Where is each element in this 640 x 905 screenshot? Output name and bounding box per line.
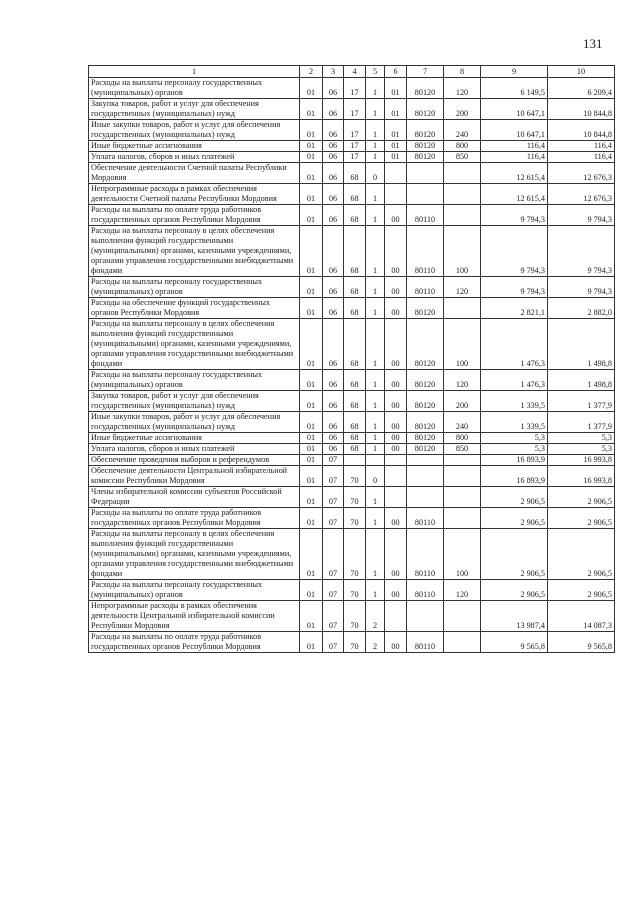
- program-code: [344, 455, 366, 466]
- section-code: 01: [300, 455, 323, 466]
- program-code: 17: [344, 120, 366, 141]
- amount-year-1: 10 647,1: [481, 99, 548, 120]
- direction-code: 80120: [407, 391, 444, 412]
- section-code: 01: [300, 508, 323, 529]
- table-row: [89, 370, 615, 391]
- expense-type-code: 120: [444, 370, 481, 391]
- table-row: [89, 455, 615, 466]
- header-cell: 9: [481, 66, 548, 78]
- subprogram-code: 1: [366, 205, 385, 226]
- subprogram-code: 1: [366, 370, 385, 391]
- section-code: 01: [300, 152, 323, 163]
- section-code: 01: [300, 529, 323, 580]
- event-code: 00: [385, 580, 407, 601]
- table-row: [89, 277, 615, 298]
- amount-year-2: 116,4: [548, 152, 615, 163]
- event-code: [385, 466, 407, 487]
- table-row: [89, 601, 615, 632]
- event-code: 01: [385, 78, 407, 99]
- amount-year-1: 2 906,5: [481, 508, 548, 529]
- budget-table: [88, 65, 615, 653]
- program-code: 68: [344, 370, 366, 391]
- section-code: 01: [300, 205, 323, 226]
- amount-year-2: 2 882,0: [548, 298, 615, 319]
- event-code: 00: [385, 277, 407, 298]
- direction-code: 80120: [407, 141, 444, 152]
- row-name: Расходы на выплаты персоналу государственных (муниципальных) органов: [89, 78, 300, 99]
- program-code: 17: [344, 78, 366, 99]
- amount-year-1: 13 987,4: [481, 601, 548, 632]
- table-row: [89, 580, 615, 601]
- amount-year-1: 9 794,3: [481, 277, 548, 298]
- row-name: Закупка товаров, работ и услуг для обеспечения государственных (муниципальных) нужд: [89, 391, 300, 412]
- amount-year-2: 9 794,3: [548, 277, 615, 298]
- subprogram-code: 1: [366, 184, 385, 205]
- amount-year-2: 10 844,8: [548, 99, 615, 120]
- subprogram-code: 1: [366, 99, 385, 120]
- subsection-code: 06: [323, 370, 344, 391]
- amount-year-2: 12 676,3: [548, 184, 615, 205]
- row-name: Расходы на выплаты персоналу государственных (муниципальных) органов: [89, 370, 300, 391]
- section-code: 01: [300, 226, 323, 277]
- amount-year-1: 1 339,5: [481, 391, 548, 412]
- event-code: [385, 163, 407, 184]
- direction-code: [407, 601, 444, 632]
- event-code: 01: [385, 120, 407, 141]
- event-code: 00: [385, 508, 407, 529]
- subprogram-code: 1: [366, 391, 385, 412]
- subsection-code: 06: [323, 433, 344, 444]
- program-code: 17: [344, 99, 366, 120]
- subsection-code: 06: [323, 120, 344, 141]
- expense-type-code: 120: [444, 580, 481, 601]
- row-name: Уплата налогов, сборов и иных платежей: [89, 444, 300, 455]
- amount-year-1: 12 615,4: [481, 184, 548, 205]
- subsection-code: 07: [323, 508, 344, 529]
- amount-year-1: 116,4: [481, 152, 548, 163]
- table-row: [89, 632, 615, 653]
- section-code: 01: [300, 99, 323, 120]
- subprogram-code: 1: [366, 120, 385, 141]
- program-code: 68: [344, 444, 366, 455]
- amount-year-1: 9 565,8: [481, 632, 548, 653]
- direction-code: [407, 184, 444, 205]
- table-row: [89, 141, 615, 152]
- program-code: 70: [344, 466, 366, 487]
- amount-year-2: 2 906,5: [548, 508, 615, 529]
- amount-year-2: 9 565,8: [548, 632, 615, 653]
- subprogram-code: 1: [366, 487, 385, 508]
- amount-year-1: 2 906,5: [481, 580, 548, 601]
- event-code: [385, 184, 407, 205]
- subsection-code: 07: [323, 580, 344, 601]
- row-name: Расходы на выплаты персоналу в целях обеспечения выполнения функций государственными (муниципальными) органами, казенными учреждениями, органами управления государственными внебюджетными фондами: [89, 319, 300, 370]
- program-code: 68: [344, 184, 366, 205]
- subsection-code: 07: [323, 632, 344, 653]
- amount-year-2: 9 794,3: [548, 226, 615, 277]
- direction-code: 80120: [407, 319, 444, 370]
- program-code: 68: [344, 226, 366, 277]
- direction-code: 80110: [407, 580, 444, 601]
- direction-code: 80110: [407, 508, 444, 529]
- subprogram-code: 1: [366, 226, 385, 277]
- row-name: Обеспечение проведения выборов и референдумов: [89, 455, 300, 466]
- subprogram-code: 0: [366, 466, 385, 487]
- table-row: [89, 163, 615, 184]
- subprogram-code: 1: [366, 319, 385, 370]
- direction-code: 80120: [407, 99, 444, 120]
- row-name: Члены избирательной комиссии субъектов Российской Федерации: [89, 487, 300, 508]
- event-code: 00: [385, 412, 407, 433]
- program-code: 17: [344, 141, 366, 152]
- direction-code: 80110: [407, 226, 444, 277]
- direction-code: [407, 487, 444, 508]
- table-row: [89, 529, 615, 580]
- subsection-code: 06: [323, 277, 344, 298]
- amount-year-2: 116,4: [548, 141, 615, 152]
- amount-year-1: 2 821,1: [481, 298, 548, 319]
- event-code: 00: [385, 226, 407, 277]
- table-body: [89, 78, 615, 653]
- row-name: Обеспечение деятельности Центральной избирательной комиссии Республики Мордовия: [89, 466, 300, 487]
- header-cell: 10: [548, 66, 615, 78]
- section-code: 01: [300, 412, 323, 433]
- program-code: 70: [344, 601, 366, 632]
- amount-year-1: 9 794,3: [481, 226, 548, 277]
- subprogram-code: 1: [366, 141, 385, 152]
- table-row: [89, 319, 615, 370]
- event-code: 01: [385, 141, 407, 152]
- section-code: 01: [300, 141, 323, 152]
- subprogram-code: 1: [366, 152, 385, 163]
- expense-type-code: [444, 163, 481, 184]
- amount-year-1: 5,3: [481, 444, 548, 455]
- subsection-code: 06: [323, 152, 344, 163]
- amount-year-2: 12 676,3: [548, 163, 615, 184]
- amount-year-2: 16 993,8: [548, 455, 615, 466]
- program-code: 68: [344, 433, 366, 444]
- row-name: Расходы на выплаты персоналу в целях обеспечения выполнения функций государственными (муниципальными) органами, казенными учреждениями, органами управления государственными внебюджетными фондами: [89, 529, 300, 580]
- table-row: [89, 487, 615, 508]
- amount-year-1: 12 615,4: [481, 163, 548, 184]
- direction-code: [407, 466, 444, 487]
- row-name: Непрограммные расходы в рамках обеспечения деятельности Счетной палаты Республики Мордовия: [89, 184, 300, 205]
- header-cell: 7: [407, 66, 444, 78]
- table-row: [89, 205, 615, 226]
- amount-year-2: 10 844,8: [548, 120, 615, 141]
- amount-year-2: 9 794,3: [548, 205, 615, 226]
- row-name: Непрограммные расходы в рамках обеспечения деятельности Центральной избирательной комиссии Республики Мордовия: [89, 601, 300, 632]
- row-name: Закупка товаров, работ и услуг для обеспечения государственных (муниципальных) нужд: [89, 99, 300, 120]
- expense-type-code: 850: [444, 152, 481, 163]
- amount-year-2: 5,3: [548, 444, 615, 455]
- table-row: [89, 391, 615, 412]
- amount-year-2: 1 377,9: [548, 412, 615, 433]
- header-cell: 6: [385, 66, 407, 78]
- header-cell: 8: [444, 66, 481, 78]
- direction-code: 80110: [407, 632, 444, 653]
- direction-code: 80120: [407, 444, 444, 455]
- expense-type-code: [444, 205, 481, 226]
- direction-code: 80120: [407, 78, 444, 99]
- amount-year-2: 2 906,5: [548, 580, 615, 601]
- table-row: [89, 184, 615, 205]
- header-cell: 2: [300, 66, 323, 78]
- subprogram-code: 1: [366, 433, 385, 444]
- program-code: 68: [344, 205, 366, 226]
- program-code: 68: [344, 163, 366, 184]
- table-row: [89, 444, 615, 455]
- direction-code: 80110: [407, 205, 444, 226]
- amount-year-1: 5,3: [481, 433, 548, 444]
- header-cell: 4: [344, 66, 366, 78]
- row-name: Иные бюджетные ассигнования: [89, 433, 300, 444]
- section-code: 01: [300, 466, 323, 487]
- program-code: 70: [344, 529, 366, 580]
- amount-year-2: 14 087,3: [548, 601, 615, 632]
- section-code: 01: [300, 433, 323, 444]
- amount-year-2: 1 498,8: [548, 319, 615, 370]
- event-code: 00: [385, 632, 407, 653]
- subsection-code: 06: [323, 319, 344, 370]
- program-code: 17: [344, 152, 366, 163]
- event-code: [385, 487, 407, 508]
- row-name: Расходы на выплаты по оплате труда работников государственных органов Республики Мордовия: [89, 508, 300, 529]
- amount-year-1: 2 906,5: [481, 487, 548, 508]
- subprogram-code: 1: [366, 412, 385, 433]
- direction-code: [407, 163, 444, 184]
- event-code: 00: [385, 444, 407, 455]
- section-code: 01: [300, 277, 323, 298]
- row-name: Расходы на выплаты персоналу в целях обеспечения выполнения функций государственными (муниципальными) органами, казенными учреждениями, органами управления государственными внебюджетными фондами: [89, 226, 300, 277]
- subsection-code: 06: [323, 205, 344, 226]
- subsection-code: 07: [323, 529, 344, 580]
- section-code: 01: [300, 444, 323, 455]
- section-code: 01: [300, 78, 323, 99]
- header-cell: 1: [89, 66, 300, 78]
- table-row: [89, 226, 615, 277]
- section-code: 01: [300, 370, 323, 391]
- subsection-code: 07: [323, 487, 344, 508]
- row-name: Иные бюджетные ассигнования: [89, 141, 300, 152]
- event-code: [385, 601, 407, 632]
- program-code: 68: [344, 319, 366, 370]
- header-cell: 3: [323, 66, 344, 78]
- row-name: Уплата налогов, сборов и иных платежей: [89, 152, 300, 163]
- event-code: 00: [385, 370, 407, 391]
- subsection-code: 06: [323, 141, 344, 152]
- subprogram-code: 1: [366, 298, 385, 319]
- amount-year-1: 10 647,1: [481, 120, 548, 141]
- direction-code: 80120: [407, 298, 444, 319]
- subsection-code: 07: [323, 455, 344, 466]
- expense-type-code: 100: [444, 319, 481, 370]
- amount-year-2: 2 906,5: [548, 529, 615, 580]
- row-name: Расходы на обеспечение функций государственных органов Республики Мордовия: [89, 298, 300, 319]
- table-row: [89, 120, 615, 141]
- section-code: 01: [300, 632, 323, 653]
- subsection-code: 06: [323, 99, 344, 120]
- table-row: [89, 152, 615, 163]
- amount-year-2: 6 209,4: [548, 78, 615, 99]
- expense-type-code: 120: [444, 78, 481, 99]
- subsection-code: 06: [323, 444, 344, 455]
- amount-year-2: 2 906,5: [548, 487, 615, 508]
- expense-type-code: 100: [444, 226, 481, 277]
- amount-year-2: 1 377,9: [548, 391, 615, 412]
- amount-year-1: 2 906,5: [481, 529, 548, 580]
- row-name: Обеспечение деятельности Счетной палаты Республики Мордовия: [89, 163, 300, 184]
- expense-type-code: 200: [444, 391, 481, 412]
- subprogram-code: 2: [366, 632, 385, 653]
- section-code: 01: [300, 601, 323, 632]
- subprogram-code: 1: [366, 277, 385, 298]
- program-code: 70: [344, 632, 366, 653]
- table-header-row: [89, 66, 615, 78]
- subsection-code: 06: [323, 226, 344, 277]
- row-name: Расходы на выплаты по оплате труда работников государственных органов Республики Мордовия: [89, 205, 300, 226]
- page-number: 131: [583, 36, 603, 51]
- subsection-code: 07: [323, 601, 344, 632]
- subsection-code: 06: [323, 298, 344, 319]
- amount-year-1: 1 476,3: [481, 370, 548, 391]
- subsection-code: 07: [323, 466, 344, 487]
- program-code: 70: [344, 508, 366, 529]
- program-code: 70: [344, 487, 366, 508]
- subprogram-code: 1: [366, 580, 385, 601]
- subsection-code: 06: [323, 184, 344, 205]
- direction-code: 80120: [407, 370, 444, 391]
- expense-type-code: [444, 601, 481, 632]
- program-code: 68: [344, 391, 366, 412]
- expense-type-code: 850: [444, 444, 481, 455]
- subsection-code: 06: [323, 391, 344, 412]
- expense-type-code: [444, 298, 481, 319]
- direction-code: [407, 455, 444, 466]
- program-code: 70: [344, 580, 366, 601]
- direction-code: 80110: [407, 529, 444, 580]
- section-code: 01: [300, 580, 323, 601]
- amount-year-1: 6 149,5: [481, 78, 548, 99]
- program-code: 68: [344, 298, 366, 319]
- event-code: 01: [385, 99, 407, 120]
- event-code: [385, 455, 407, 466]
- amount-year-2: 5,3: [548, 433, 615, 444]
- expense-type-code: 240: [444, 412, 481, 433]
- expense-type-code: 800: [444, 141, 481, 152]
- event-code: 00: [385, 205, 407, 226]
- expense-type-code: [444, 487, 481, 508]
- subsection-code: 06: [323, 412, 344, 433]
- subprogram-code: 1: [366, 508, 385, 529]
- subsection-code: 06: [323, 78, 344, 99]
- subprogram-code: 1: [366, 78, 385, 99]
- direction-code: 80110: [407, 277, 444, 298]
- amount-year-1: 16 893,9: [481, 455, 548, 466]
- program-code: 68: [344, 412, 366, 433]
- expense-type-code: [444, 632, 481, 653]
- section-code: 01: [300, 487, 323, 508]
- event-code: 01: [385, 152, 407, 163]
- expense-type-code: 120: [444, 277, 481, 298]
- amount-year-1: 16 893,9: [481, 466, 548, 487]
- direction-code: 80120: [407, 120, 444, 141]
- table-row: [89, 508, 615, 529]
- expense-type-code: 240: [444, 120, 481, 141]
- subprogram-code: 2: [366, 601, 385, 632]
- event-code: 00: [385, 298, 407, 319]
- amount-year-1: 9 794,3: [481, 205, 548, 226]
- section-code: 01: [300, 184, 323, 205]
- subsection-code: 06: [323, 163, 344, 184]
- amount-year-1: 1 339,5: [481, 412, 548, 433]
- section-code: 01: [300, 298, 323, 319]
- event-code: 00: [385, 391, 407, 412]
- subprogram-code: 1: [366, 529, 385, 580]
- expense-type-code: 100: [444, 529, 481, 580]
- table-row: [89, 298, 615, 319]
- table-row: [89, 433, 615, 444]
- expense-type-code: 200: [444, 99, 481, 120]
- amount-year-2: 16 993,8: [548, 466, 615, 487]
- table-row: [89, 99, 615, 120]
- header-cell: 5: [366, 66, 385, 78]
- program-code: 68: [344, 277, 366, 298]
- amount-year-1: 1 476,3: [481, 319, 548, 370]
- section-code: 01: [300, 319, 323, 370]
- section-code: 01: [300, 163, 323, 184]
- event-code: 00: [385, 529, 407, 580]
- row-name: Расходы на выплаты по оплате труда работников государственных органов Республики Мордовия: [89, 632, 300, 653]
- expense-type-code: 800: [444, 433, 481, 444]
- expense-type-code: [444, 455, 481, 466]
- direction-code: 80120: [407, 412, 444, 433]
- section-code: 01: [300, 391, 323, 412]
- row-name: Иные закупки товаров, работ и услуг для обеспечения государственных (муниципальных) нужд: [89, 120, 300, 141]
- row-name: Расходы на выплаты персоналу государственных (муниципальных) органов: [89, 580, 300, 601]
- table-row: [89, 466, 615, 487]
- row-name: Расходы на выплаты персоналу государственных (муниципальных) органов: [89, 277, 300, 298]
- section-code: 01: [300, 120, 323, 141]
- subprogram-code: [366, 455, 385, 466]
- direction-code: 80120: [407, 433, 444, 444]
- direction-code: 80120: [407, 152, 444, 163]
- event-code: 00: [385, 433, 407, 444]
- amount-year-1: 116,4: [481, 141, 548, 152]
- row-name: Иные закупки товаров, работ и услуг для обеспечения государственных (муниципальных) нужд: [89, 412, 300, 433]
- subprogram-code: 0: [366, 163, 385, 184]
- expense-type-code: [444, 466, 481, 487]
- amount-year-2: 1 498,8: [548, 370, 615, 391]
- table-row: [89, 78, 615, 99]
- expense-type-code: [444, 184, 481, 205]
- expense-type-code: [444, 508, 481, 529]
- subprogram-code: 1: [366, 444, 385, 455]
- table-row: [89, 412, 615, 433]
- event-code: 00: [385, 319, 407, 370]
